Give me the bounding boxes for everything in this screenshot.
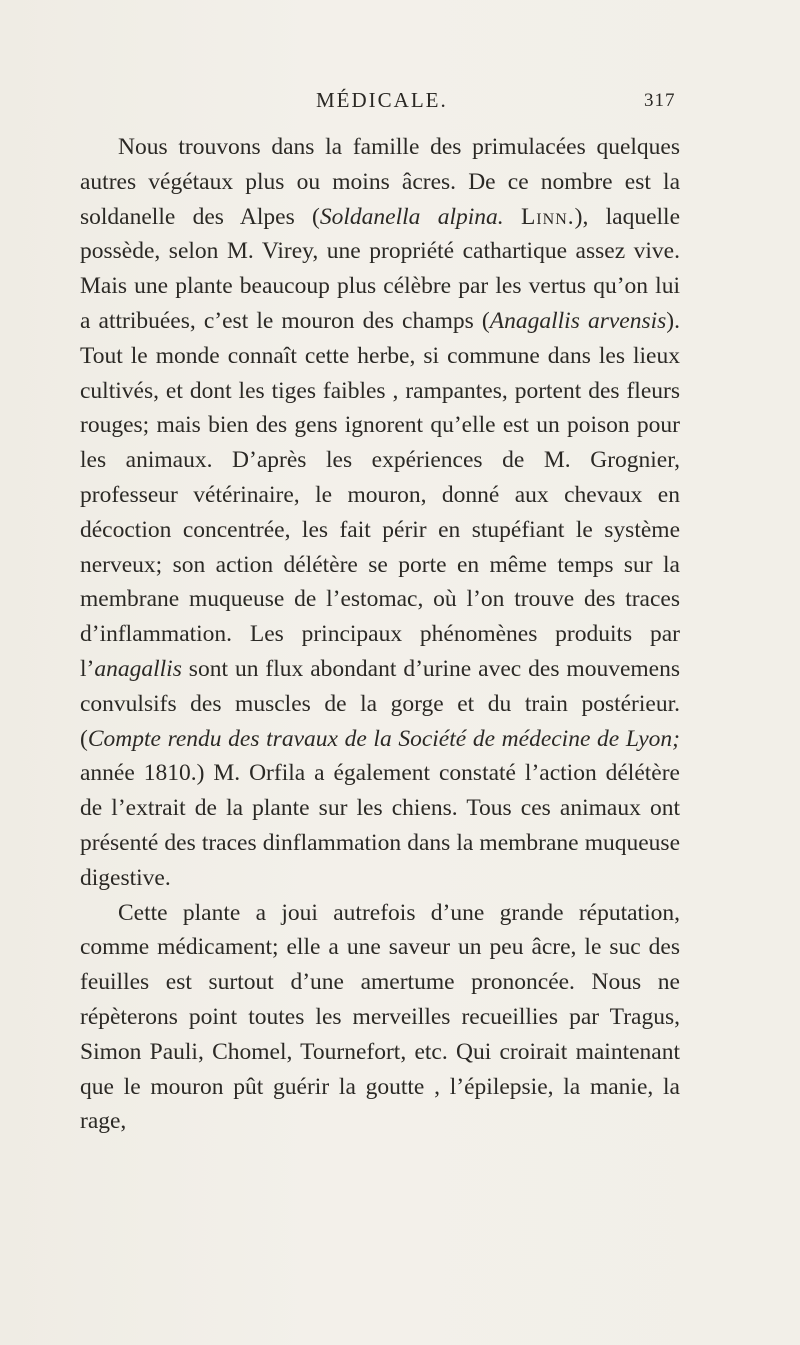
text-run: ). Tout le monde connaît cette herbe, si commune dans les lieux cultivés, et dont les tiges faibles , rampantes, portent des fleurs rouges; mais bien des gens ignorent qu’elle est un poison pour les animaux. D’après les expériences de M. Grognier, professeur vétérinaire, le mouron, donné aux chevaux en décoction concentrée, les fait périr en stupéfiant le système nerveux; son action délétère se porte en même temps sur la membrane muqueuse de l’estomac, où l’on trouve des traces d’inflammation. Les principaux phénomènes produits par l’ bbox=[80, 307, 680, 682]
text-run bbox=[504, 204, 521, 230]
page-number: 317 bbox=[644, 90, 676, 111]
citation: Compte rendu des travaux de la Société de médecine de Lyon; bbox=[87, 725, 680, 752]
text-run: année 1810.) M. Orfila a également constaté l’action délétère de l’extrait de la plante sur les chiens. Tous ces animaux ont présenté des traces dinflammation dans la membrane muqueuse digestive. bbox=[80, 760, 680, 891]
author-abbrev: Linn. bbox=[520, 203, 575, 230]
paragraph-2: Cette plante a joui autrefois d’une grande réputation, comme médicament; elle a une saveur un peu âcre, le suc des feuilles est surtout d’une amertume prononcée. Nous ne répèterons point toutes les merveilles recueillies par Tragus, Simon Pauli, Chomel, Tournefort, etc. Qui croirait maintenant que le mouron pût guérir la goutte , l’épilepsie, la manie, la rage, bbox=[80, 899, 680, 1135]
italic-run: anagallis bbox=[94, 655, 182, 682]
text-run: sont un flux abondant d’urine avec des mouvemens convulsifs des muscles de la gorge et du train postérieur. ( bbox=[80, 655, 680, 752]
text-run: Nous trouvons dans la famille des primulacées quelques autres végétaux plus ou moins âcres. De ce nombre est la soldanelle des Alpes ( bbox=[80, 134, 680, 230]
italic-run: Anagallis arvensis bbox=[489, 307, 667, 334]
page-header bbox=[0, 88, 800, 118]
running-title: MÉDICALE. bbox=[316, 88, 448, 112]
italic-run: Soldanella alpina. bbox=[319, 203, 504, 230]
paragraph-1 bbox=[80, 130, 680, 896]
text-run: ), laquelle possède, selon M. Virey, une propriété cathartique assez vive. Mais une plante beaucoup plus célèbre par les vertus qu’on lui a attribuées, c’est le mouron des champs ( bbox=[80, 203, 681, 334]
body-text bbox=[80, 130, 680, 1139]
